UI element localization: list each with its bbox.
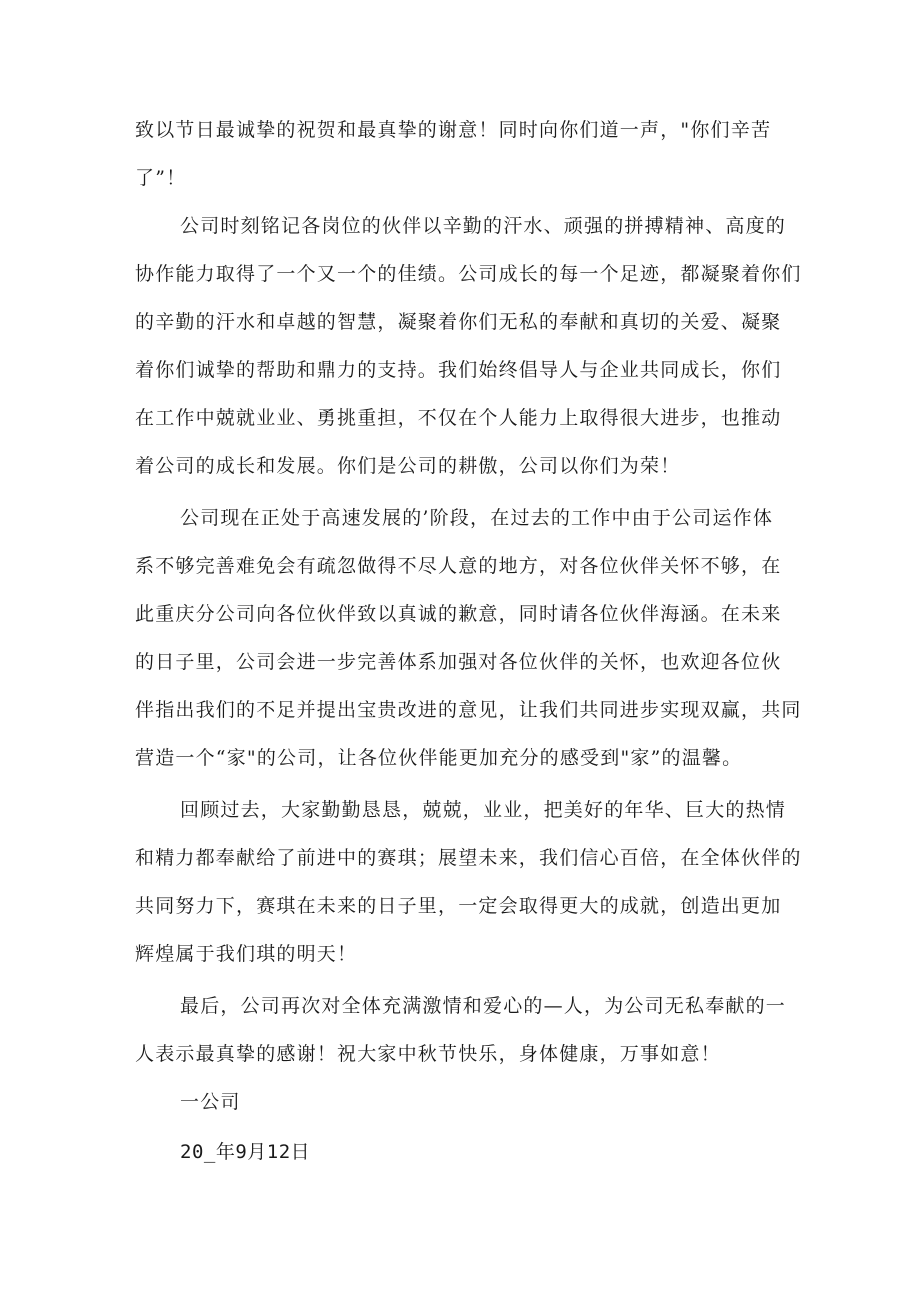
signature-date: 20_年9月12日: [180, 1141, 311, 1163]
paragraph-first-line: 公司时刻铭记各岗位的伙伴以辛勤的汗水、顽强的拼搏精神、高度的: [180, 215, 787, 237]
text-line: 在工作中兢就业业、勇挑重担，不仅在个人能力上取得很大进步，也推动: [135, 407, 782, 429]
text-line: 辉煌属于我们琪的明天！: [135, 943, 358, 965]
text-line: 着公司的成长和发展。你们是公司的耕傲，公司以你们为荣！: [135, 455, 681, 477]
signature-company: 一公司: [180, 1091, 241, 1113]
text-line: 和精力都奉献给了前进中的赛琪；展望未来，我们信心百倍，在全体伙伴的: [135, 847, 802, 869]
text-line: 协作能力取得了一个又一个的佳绩。公司成长的每一个足迹，都凝聚着你们: [135, 263, 802, 285]
text-line: 共同努力下，赛琪在未来的日子里，一定会取得更大的成就，创造出更加: [135, 895, 782, 917]
text-line: 着你们诚挚的帮助和鼎力的支持。我们始终倡导人与企业共同成长，你们: [135, 359, 782, 381]
text-line: 伴指出我们的不足并提出宝贵改进的意见，让我们共同进步实现双赢，共同: [135, 699, 802, 721]
text-line: 致以节日最诚挚的祝贺和最真挚的谢意！同时向你们道一声，"你们辛苦: [135, 119, 772, 141]
paragraph-first-line: 最后，公司再次对全体充满激情和爱心的—人，为公司无私奉献的一: [180, 995, 787, 1017]
text-line: 了”！: [135, 167, 187, 189]
text-line: 的辛勤的汗水和卓越的智慧，凝聚着你们无私的奉献和真切的关爱、凝聚: [135, 311, 782, 333]
text-line: 系不够完善难免会有疏忽做得不尽人意的地方，对各位伙伴关怀不够，在: [135, 555, 782, 577]
paragraph-first-line: 公司现在正处于高速发展的’阶段，在过去的工作中由于公司运作体: [180, 507, 774, 529]
text-line: 此重庆分公司向各位伙伴致以真诚的歉意，同时请各位伙伴海涵。在未来: [135, 603, 782, 625]
text-line: 人表示最真挚的感谢！祝大家中秋节快乐，身体健康，万事如意！: [135, 1043, 721, 1065]
paragraph-first-line: 回顾过去，大家勤勤恳恳，兢兢，业业，把美好的年华、巨大的热情: [180, 799, 787, 821]
text-line: 营造一个“家"的公司，让各位伙伴能更加充分的感受到"家”的温馨。: [135, 747, 743, 769]
text-line: 的日子里，公司会进一步完善体系加强对各位伙伴的关怀，也欢迎各位伙: [135, 651, 782, 673]
